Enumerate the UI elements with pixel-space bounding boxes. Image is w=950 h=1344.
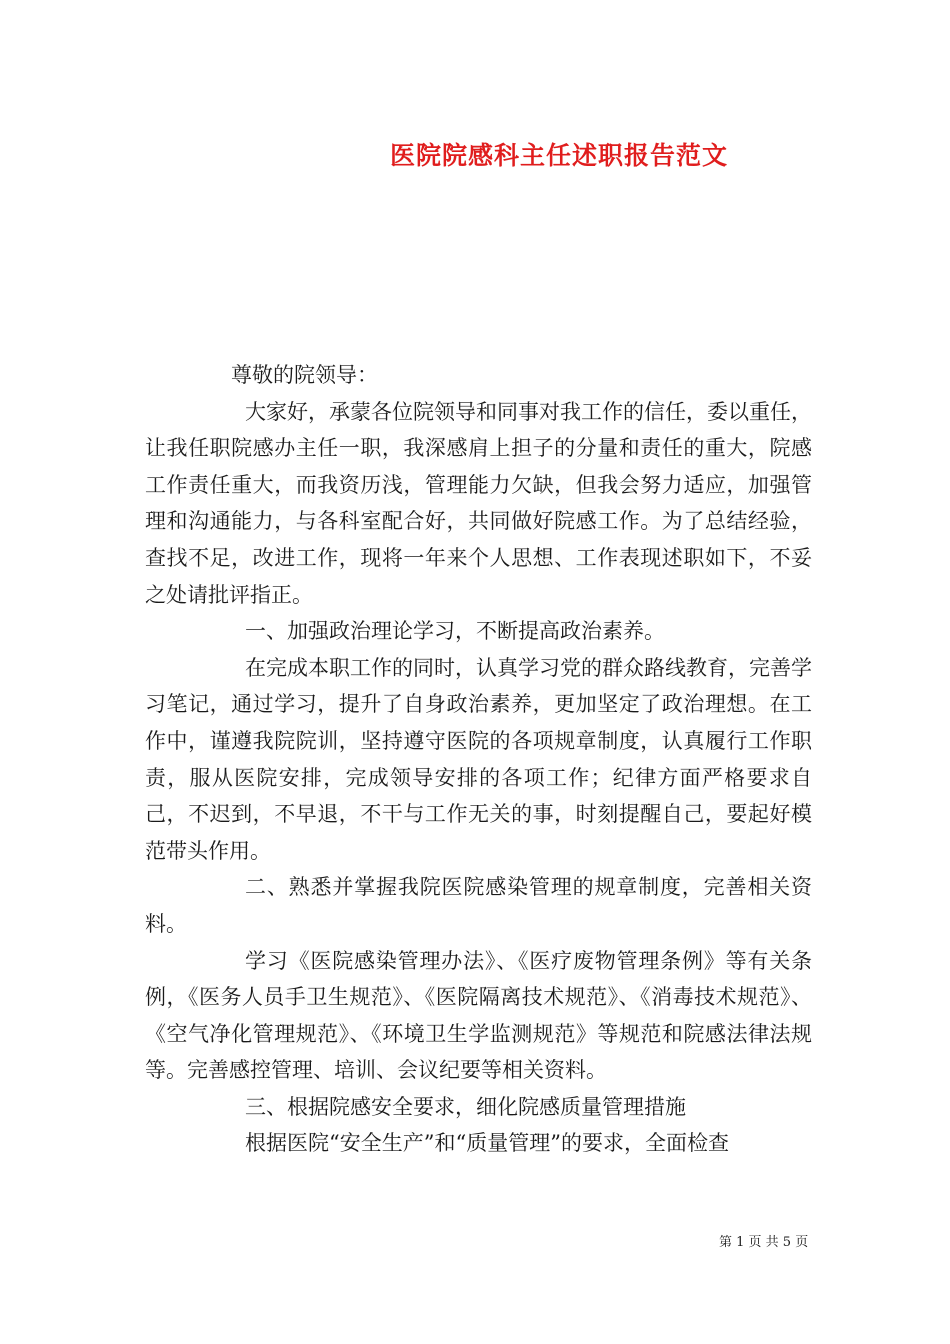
section-heading-2: 二、熟悉并掌握我院医院感染管理的规章制度，完善相关资料。 xyxy=(145,875,812,936)
section-heading-3: 三、根据院感安全要求，细化院感质量管理措施 xyxy=(245,1094,686,1119)
paragraph-safety: 根据医院“安全生产”和“质量管理”的要求，全面检查 xyxy=(245,1131,729,1156)
paragraph-intro: 大家好，承蒙各位院领导和同事对我工作的信任，委以重任，让我任职院感办主任一职，我深感肩上担子的分量和责任的重大，院感工作责任重大，而我资历浅，管理能力欠缺，但我会努力适应，加强管理和沟通能力，与各科室配合好，共同做好院感工作。为了总结经验，查找不足，改进工作，现将一年来个人思想、工作表现述职如下，不妥之处请批评指正。 xyxy=(145,399,812,607)
section-heading-1: 一、加强政治理论学习，不断提高政治素养。 xyxy=(245,619,665,644)
document-body xyxy=(145,357,812,1162)
greeting: 尊敬的院领导： xyxy=(231,363,378,387)
page-number-footer: 第 1 页 共 5 页 xyxy=(719,1235,809,1250)
paragraph-politics: 在完成本职工作的同时，认真学习党的群众路线教育，完善学习笔记，通过学习，提升了自身政治素养，更加坚定了政治理想。在工作中，谨遵我院院训，坚持遵守医院的各项规章制度，认真履行工作职责，服从医院安排，完成领导安排的各项工作；纪律方面严格要求自己，不迟到，不早退，不干与工作无关的事，时刻提醒自己，要起好模范带头作用。 xyxy=(145,655,812,863)
paragraph-regulations: 学习《医院感染管理办法》、《医疗废物管理条例》等有关条例，《医务人员手卫生规范》、《医院隔离技术规范》、《消毒技术规范》、《空气净化管理规范》、《环境卫生学监测规范》等规范和院感法律法规等。完善感控管理、培训、会议纪要等相关资料。 xyxy=(145,948,812,1083)
document-title: 医院院感科主任述职报告范文 xyxy=(389,141,728,170)
